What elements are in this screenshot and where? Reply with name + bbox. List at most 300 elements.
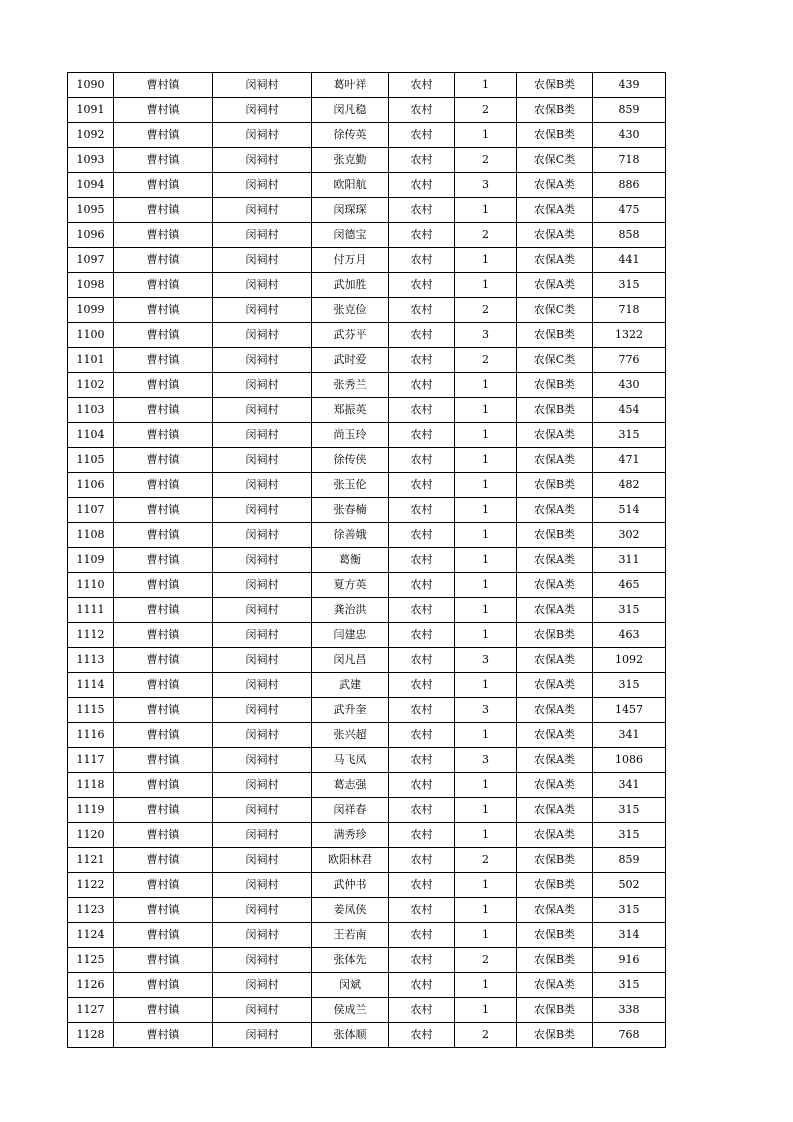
cell-count: 1 — [455, 723, 517, 748]
cell-type: 农村 — [389, 648, 455, 673]
cell-town: 曹村镇 — [114, 73, 213, 98]
cell-category: 农保B类 — [517, 523, 593, 548]
cell-village: 闵祠村 — [213, 698, 312, 723]
cell-amount: 776 — [593, 348, 666, 373]
cell-type: 农村 — [389, 223, 455, 248]
cell-category: 农保C类 — [517, 148, 593, 173]
table-row — [68, 798, 666, 823]
cell-category: 农保C类 — [517, 348, 593, 373]
cell-count: 1 — [455, 823, 517, 848]
cell-type: 农村 — [389, 148, 455, 173]
cell-category: 农保A类 — [517, 698, 593, 723]
cell-category: 农保B类 — [517, 1023, 593, 1048]
cell-village: 闵祠村 — [213, 248, 312, 273]
cell-name: 武加胜 — [312, 273, 389, 298]
cell-town: 曹村镇 — [114, 1023, 213, 1048]
cell-category: 农保A类 — [517, 773, 593, 798]
table-row — [68, 273, 666, 298]
cell-type: 农村 — [389, 823, 455, 848]
cell-town: 曹村镇 — [114, 523, 213, 548]
cell-amount: 315 — [593, 898, 666, 923]
cell-category: 农保B类 — [517, 398, 593, 423]
cell-id: 1118 — [68, 773, 114, 798]
cell-amount: 338 — [593, 998, 666, 1023]
cell-town: 曹村镇 — [114, 723, 213, 748]
cell-name: 尚玉玲 — [312, 423, 389, 448]
cell-amount: 718 — [593, 148, 666, 173]
cell-village: 闵祠村 — [213, 598, 312, 623]
table-row — [68, 848, 666, 873]
cell-name: 闵凡稳 — [312, 98, 389, 123]
table-row — [68, 123, 666, 148]
table-row — [68, 598, 666, 623]
cell-amount: 1092 — [593, 648, 666, 673]
cell-amount: 430 — [593, 373, 666, 398]
cell-village: 闵祠村 — [213, 823, 312, 848]
table-row — [68, 773, 666, 798]
cell-amount: 886 — [593, 173, 666, 198]
cell-id: 1108 — [68, 523, 114, 548]
cell-id: 1098 — [68, 273, 114, 298]
cell-amount: 718 — [593, 298, 666, 323]
cell-town: 曹村镇 — [114, 198, 213, 223]
cell-type: 农村 — [389, 673, 455, 698]
table-row — [68, 1023, 666, 1048]
cell-type: 农村 — [389, 998, 455, 1023]
cell-type: 农村 — [389, 73, 455, 98]
cell-category: 农保B类 — [517, 73, 593, 98]
cell-category: 农保A类 — [517, 673, 593, 698]
cell-name: 张克勤 — [312, 148, 389, 173]
table-row — [68, 448, 666, 473]
cell-category: 农保B类 — [517, 923, 593, 948]
table-row — [68, 323, 666, 348]
cell-count: 1 — [455, 498, 517, 523]
cell-id: 1127 — [68, 998, 114, 1023]
cell-village: 闵祠村 — [213, 523, 312, 548]
cell-amount: 341 — [593, 773, 666, 798]
cell-count: 2 — [455, 98, 517, 123]
cell-type: 农村 — [389, 398, 455, 423]
cell-type: 农村 — [389, 798, 455, 823]
table-row — [68, 948, 666, 973]
cell-type: 农村 — [389, 698, 455, 723]
cell-town: 曹村镇 — [114, 323, 213, 348]
table-row — [68, 923, 666, 948]
cell-name: 徐善娥 — [312, 523, 389, 548]
table-row — [68, 998, 666, 1023]
cell-type: 农村 — [389, 548, 455, 573]
cell-category: 农保A类 — [517, 573, 593, 598]
cell-category: 农保B类 — [517, 473, 593, 498]
cell-count: 2 — [455, 848, 517, 873]
cell-name: 武时爱 — [312, 348, 389, 373]
cell-id: 1097 — [68, 248, 114, 273]
cell-village: 闵祠村 — [213, 98, 312, 123]
cell-amount: 315 — [593, 973, 666, 998]
cell-village: 闵祠村 — [213, 773, 312, 798]
cell-type: 农村 — [389, 1023, 455, 1048]
cell-category: 农保A类 — [517, 648, 593, 673]
cell-town: 曹村镇 — [114, 348, 213, 373]
cell-category: 农保A类 — [517, 223, 593, 248]
cell-type: 农村 — [389, 348, 455, 373]
table-row — [68, 898, 666, 923]
table-row — [68, 173, 666, 198]
cell-type: 农村 — [389, 323, 455, 348]
cell-village: 闵祠村 — [213, 273, 312, 298]
cell-count: 1 — [455, 573, 517, 598]
cell-village: 闵祠村 — [213, 148, 312, 173]
cell-name: 郑振英 — [312, 398, 389, 423]
cell-amount: 502 — [593, 873, 666, 898]
cell-type: 农村 — [389, 198, 455, 223]
cell-count: 3 — [455, 323, 517, 348]
cell-type: 农村 — [389, 923, 455, 948]
cell-name: 张克俭 — [312, 298, 389, 323]
cell-id: 1119 — [68, 798, 114, 823]
cell-town: 曹村镇 — [114, 298, 213, 323]
cell-count: 1 — [455, 273, 517, 298]
cell-amount: 441 — [593, 248, 666, 273]
cell-amount: 1086 — [593, 748, 666, 773]
cell-category: 农保B类 — [517, 373, 593, 398]
cell-count: 1 — [455, 123, 517, 148]
cell-amount: 859 — [593, 848, 666, 873]
cell-category: 农保C类 — [517, 298, 593, 323]
cell-amount: 315 — [593, 598, 666, 623]
cell-village: 闵祠村 — [213, 998, 312, 1023]
cell-name: 闫建忠 — [312, 623, 389, 648]
cell-town: 曹村镇 — [114, 223, 213, 248]
table-row — [68, 823, 666, 848]
cell-category: 农保A类 — [517, 598, 593, 623]
cell-id: 1114 — [68, 673, 114, 698]
cell-name: 张体先 — [312, 948, 389, 973]
cell-amount: 514 — [593, 498, 666, 523]
cell-category: 农保A类 — [517, 748, 593, 773]
cell-category: 农保B类 — [517, 873, 593, 898]
cell-type: 农村 — [389, 123, 455, 148]
cell-town: 曹村镇 — [114, 873, 213, 898]
cell-count: 1 — [455, 998, 517, 1023]
cell-id: 1094 — [68, 173, 114, 198]
cell-type: 农村 — [389, 423, 455, 448]
cell-id: 1125 — [68, 948, 114, 973]
cell-name: 闵德宝 — [312, 223, 389, 248]
cell-category: 农保B类 — [517, 123, 593, 148]
cell-village: 闵祠村 — [213, 473, 312, 498]
cell-amount: 475 — [593, 198, 666, 223]
cell-name: 欧阳航 — [312, 173, 389, 198]
cell-name: 夏方英 — [312, 573, 389, 598]
cell-id: 1107 — [68, 498, 114, 523]
cell-town: 曹村镇 — [114, 948, 213, 973]
cell-name: 张玉伦 — [312, 473, 389, 498]
cell-type: 农村 — [389, 473, 455, 498]
cell-amount: 311 — [593, 548, 666, 573]
cell-name: 闵斌 — [312, 973, 389, 998]
cell-amount: 465 — [593, 573, 666, 598]
cell-count: 3 — [455, 748, 517, 773]
cell-amount: 315 — [593, 423, 666, 448]
cell-amount: 315 — [593, 273, 666, 298]
table-row — [68, 623, 666, 648]
cell-type: 农村 — [389, 773, 455, 798]
cell-id: 1095 — [68, 198, 114, 223]
cell-amount: 916 — [593, 948, 666, 973]
cell-id: 1109 — [68, 548, 114, 573]
cell-amount: 315 — [593, 798, 666, 823]
cell-count: 1 — [455, 448, 517, 473]
cell-village: 闵祠村 — [213, 398, 312, 423]
cell-name: 龚治洪 — [312, 598, 389, 623]
cell-name: 张秀兰 — [312, 373, 389, 398]
cell-town: 曹村镇 — [114, 573, 213, 598]
cell-category: 农保A类 — [517, 548, 593, 573]
cell-count: 2 — [455, 1023, 517, 1048]
cell-amount: 858 — [593, 223, 666, 248]
cell-town: 曹村镇 — [114, 173, 213, 198]
cell-id: 1090 — [68, 73, 114, 98]
cell-count: 1 — [455, 873, 517, 898]
cell-amount: 439 — [593, 73, 666, 98]
cell-id: 1120 — [68, 823, 114, 848]
cell-village: 闵祠村 — [213, 373, 312, 398]
data-table — [67, 72, 666, 1048]
cell-name: 徐传英 — [312, 123, 389, 148]
cell-town: 曹村镇 — [114, 423, 213, 448]
cell-town: 曹村镇 — [114, 748, 213, 773]
cell-id: 1112 — [68, 623, 114, 648]
cell-category: 农保B类 — [517, 98, 593, 123]
cell-id: 1128 — [68, 1023, 114, 1048]
cell-count: 1 — [455, 673, 517, 698]
cell-name: 武芬平 — [312, 323, 389, 348]
document-page — [67, 72, 666, 1048]
cell-count: 1 — [455, 398, 517, 423]
cell-count: 2 — [455, 348, 517, 373]
cell-town: 曹村镇 — [114, 498, 213, 523]
table-body — [68, 73, 666, 1048]
cell-village: 闵祠村 — [213, 898, 312, 923]
cell-village: 闵祠村 — [213, 548, 312, 573]
cell-count: 1 — [455, 898, 517, 923]
cell-town: 曹村镇 — [114, 448, 213, 473]
cell-type: 农村 — [389, 623, 455, 648]
cell-name: 张兴超 — [312, 723, 389, 748]
cell-village: 闵祠村 — [213, 848, 312, 873]
table-row — [68, 748, 666, 773]
table-row — [68, 573, 666, 598]
cell-type: 农村 — [389, 448, 455, 473]
cell-village: 闵祠村 — [213, 423, 312, 448]
cell-name: 武升奎 — [312, 698, 389, 723]
table-row — [68, 248, 666, 273]
cell-id: 1124 — [68, 923, 114, 948]
cell-id: 1101 — [68, 348, 114, 373]
cell-category: 农保B类 — [517, 848, 593, 873]
cell-village: 闵祠村 — [213, 173, 312, 198]
table-row — [68, 73, 666, 98]
cell-town: 曹村镇 — [114, 998, 213, 1023]
cell-type: 农村 — [389, 573, 455, 598]
cell-count: 1 — [455, 73, 517, 98]
cell-village: 闵祠村 — [213, 123, 312, 148]
cell-count: 2 — [455, 223, 517, 248]
cell-village: 闵祠村 — [213, 348, 312, 373]
cell-name: 闵祥春 — [312, 798, 389, 823]
cell-village: 闵祠村 — [213, 198, 312, 223]
cell-count: 3 — [455, 173, 517, 198]
cell-amount: 315 — [593, 673, 666, 698]
cell-category: 农保A类 — [517, 973, 593, 998]
cell-town: 曹村镇 — [114, 598, 213, 623]
cell-id: 1096 — [68, 223, 114, 248]
table-row — [68, 373, 666, 398]
cell-amount: 482 — [593, 473, 666, 498]
cell-id: 1103 — [68, 398, 114, 423]
cell-category: 农保A类 — [517, 198, 593, 223]
cell-type: 农村 — [389, 848, 455, 873]
cell-name: 徐传侠 — [312, 448, 389, 473]
cell-name: 欧阳林君 — [312, 848, 389, 873]
cell-id: 1099 — [68, 298, 114, 323]
table-row — [68, 698, 666, 723]
cell-name: 张体顺 — [312, 1023, 389, 1048]
cell-id: 1115 — [68, 698, 114, 723]
cell-village: 闵祠村 — [213, 623, 312, 648]
cell-category: 农保B类 — [517, 623, 593, 648]
cell-amount: 302 — [593, 523, 666, 548]
cell-category: 农保A类 — [517, 448, 593, 473]
cell-category: 农保B类 — [517, 323, 593, 348]
table-row — [68, 223, 666, 248]
cell-type: 农村 — [389, 723, 455, 748]
cell-id: 1100 — [68, 323, 114, 348]
table-row — [68, 398, 666, 423]
cell-category: 农保B类 — [517, 948, 593, 973]
cell-id: 1102 — [68, 373, 114, 398]
cell-amount: 315 — [593, 823, 666, 848]
cell-town: 曹村镇 — [114, 923, 213, 948]
cell-amount: 768 — [593, 1023, 666, 1048]
cell-type: 农村 — [389, 523, 455, 548]
cell-id: 1126 — [68, 973, 114, 998]
cell-amount: 471 — [593, 448, 666, 473]
table-row — [68, 723, 666, 748]
cell-village: 闵祠村 — [213, 1023, 312, 1048]
cell-type: 农村 — [389, 973, 455, 998]
cell-town: 曹村镇 — [114, 148, 213, 173]
cell-count: 2 — [455, 148, 517, 173]
table-row — [68, 473, 666, 498]
cell-id: 1117 — [68, 748, 114, 773]
cell-village: 闵祠村 — [213, 223, 312, 248]
cell-id: 1110 — [68, 573, 114, 598]
cell-town: 曹村镇 — [114, 648, 213, 673]
cell-count: 3 — [455, 648, 517, 673]
cell-town: 曹村镇 — [114, 773, 213, 798]
cell-village: 闵祠村 — [213, 298, 312, 323]
cell-name: 葛志强 — [312, 773, 389, 798]
cell-id: 1116 — [68, 723, 114, 748]
cell-town: 曹村镇 — [114, 123, 213, 148]
cell-name: 侯成兰 — [312, 998, 389, 1023]
cell-count: 1 — [455, 973, 517, 998]
cell-name: 姜凤侠 — [312, 898, 389, 923]
cell-village: 闵祠村 — [213, 723, 312, 748]
cell-village: 闵祠村 — [213, 73, 312, 98]
cell-category: 农保A类 — [517, 173, 593, 198]
cell-category: 农保B类 — [517, 998, 593, 1023]
cell-village: 闵祠村 — [213, 973, 312, 998]
table-row — [68, 523, 666, 548]
cell-village: 闵祠村 — [213, 673, 312, 698]
table-row — [68, 673, 666, 698]
cell-id: 1111 — [68, 598, 114, 623]
cell-town: 曹村镇 — [114, 398, 213, 423]
cell-town: 曹村镇 — [114, 973, 213, 998]
cell-id: 1104 — [68, 423, 114, 448]
cell-id: 1123 — [68, 898, 114, 923]
cell-count: 1 — [455, 198, 517, 223]
cell-id: 1113 — [68, 648, 114, 673]
cell-town: 曹村镇 — [114, 548, 213, 573]
cell-count: 1 — [455, 373, 517, 398]
cell-name: 满秀珍 — [312, 823, 389, 848]
cell-amount: 1457 — [593, 698, 666, 723]
table-row — [68, 973, 666, 998]
cell-type: 农村 — [389, 948, 455, 973]
cell-town: 曹村镇 — [114, 848, 213, 873]
cell-town: 曹村镇 — [114, 623, 213, 648]
cell-name: 付万月 — [312, 248, 389, 273]
cell-id: 1091 — [68, 98, 114, 123]
cell-village: 闵祠村 — [213, 923, 312, 948]
cell-category: 农保A类 — [517, 248, 593, 273]
table-row — [68, 148, 666, 173]
table-row — [68, 648, 666, 673]
cell-count: 1 — [455, 473, 517, 498]
cell-count: 1 — [455, 773, 517, 798]
cell-count: 3 — [455, 698, 517, 723]
cell-village: 闵祠村 — [213, 948, 312, 973]
cell-name: 王若南 — [312, 923, 389, 948]
cell-type: 农村 — [389, 248, 455, 273]
cell-id: 1092 — [68, 123, 114, 148]
cell-town: 曹村镇 — [114, 98, 213, 123]
cell-type: 农村 — [389, 98, 455, 123]
cell-name: 武建 — [312, 673, 389, 698]
cell-category: 农保A类 — [517, 898, 593, 923]
cell-town: 曹村镇 — [114, 248, 213, 273]
table-row — [68, 498, 666, 523]
cell-amount: 341 — [593, 723, 666, 748]
cell-id: 1122 — [68, 873, 114, 898]
cell-village: 闵祠村 — [213, 573, 312, 598]
cell-id: 1106 — [68, 473, 114, 498]
cell-town: 曹村镇 — [114, 673, 213, 698]
cell-village: 闵祠村 — [213, 748, 312, 773]
cell-name: 张春楠 — [312, 498, 389, 523]
cell-name: 葛叶祥 — [312, 73, 389, 98]
cell-amount: 314 — [593, 923, 666, 948]
cell-count: 1 — [455, 248, 517, 273]
table-row — [68, 198, 666, 223]
cell-count: 1 — [455, 923, 517, 948]
table-row — [68, 98, 666, 123]
